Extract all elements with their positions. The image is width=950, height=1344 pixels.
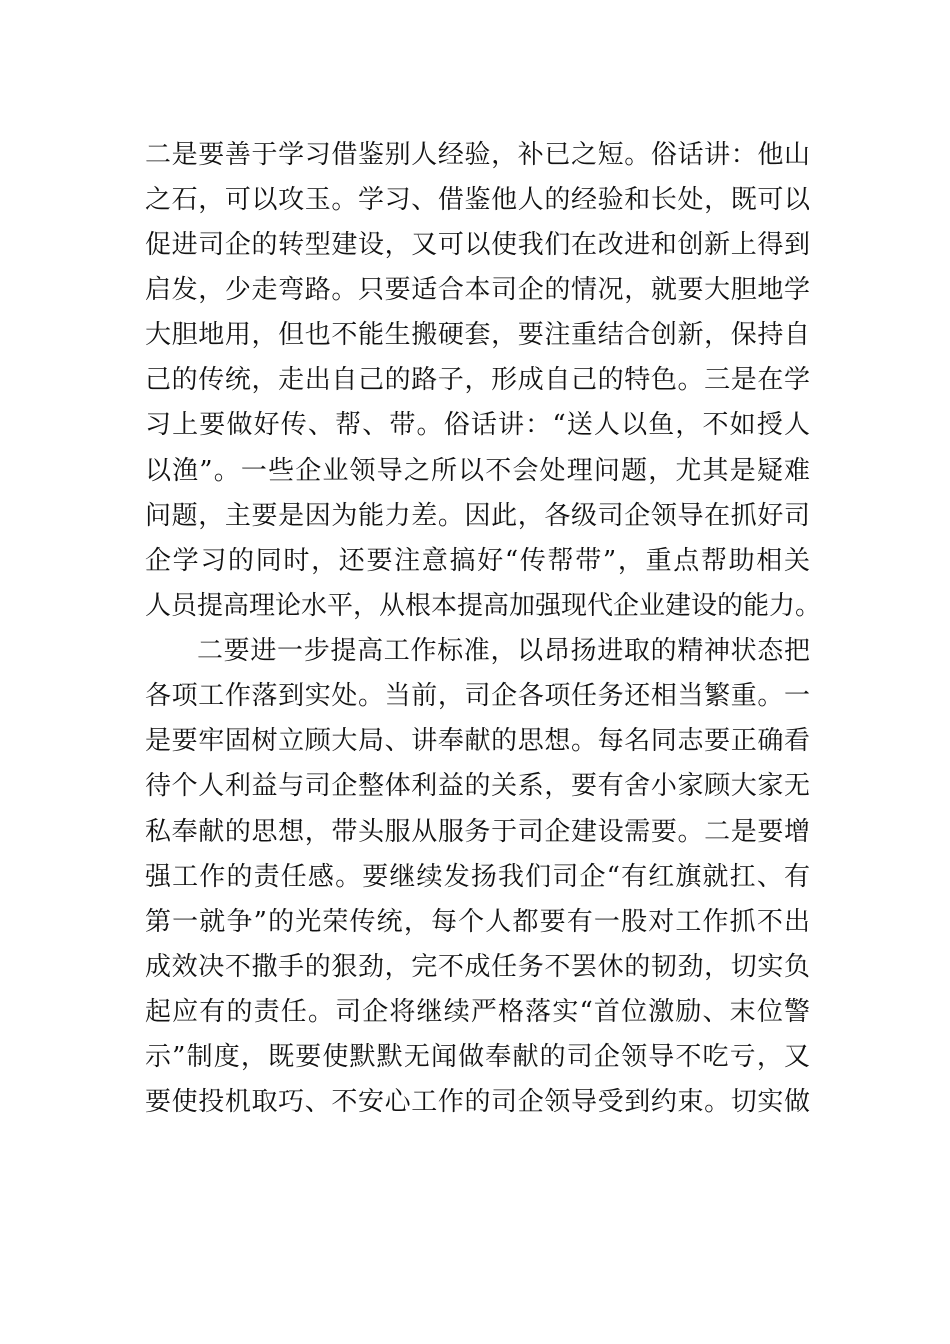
text-line-14: 是要牢固树立顾大局、讲奉献的思想。每名同志要正确看 — [145, 726, 810, 756]
text-line-4: 启发，少走弯路。只要适合本司企的情况，就要大胆地学 — [145, 275, 810, 305]
text-line-22: 要使投机取巧、不安心工作的司企领导受到约束。切实做 — [145, 1087, 810, 1117]
text-line-18: 第一就争”的光荣传统，每个人都要有一股对工作抓不出 — [145, 907, 810, 937]
text-line-3: 促进司企的转型建设，又可以使我们在改进和创新上得到 — [145, 230, 810, 260]
text-line-8: 以渔”。一些企业领导之所以不会处理问题，尤其是疑难 — [145, 456, 810, 486]
text-line-5: 大胆地用，但也不能生搬硬套，要注重结合创新，保持自 — [145, 320, 810, 350]
text-line-13: 各项工作落到实处。当前，司企各项任务还相当繁重。一 — [145, 681, 810, 711]
text-line-11: 人员提高理论水平，从根本提高加强现代企业建设的能力。 — [145, 591, 822, 621]
text-line-20: 起应有的责任。司企将继续严格落实“首位激励、末位警 — [145, 997, 810, 1027]
text-line-16: 私奉献的思想，带头服从服务于司企建设需要。二是要增 — [145, 817, 810, 847]
text-line-19: 成效决不撒手的狠劲，完不成任务不罢休的韧劲，切实负 — [145, 952, 810, 982]
text-line-1: 二是要善于学习借鉴别人经验，补已之短。俗话讲：他山 — [145, 140, 810, 170]
text-line-9: 问题，主要是因为能力差。因此，各级司企领导在抓好司 — [145, 501, 810, 531]
text-line-2: 之石，可以攻玉。学习、借鉴他人的经验和长处，既可以 — [145, 185, 810, 215]
text-line-17: 强工作的责任感。要继续发扬我们司企“有红旗就扛、有 — [145, 862, 810, 892]
text-line-6: 己的传统，走出自己的路子，形成自己的特色。三是在学 — [145, 365, 810, 395]
text-line-21: 示”制度，既要使默默无闻做奉献的司企领导不吃亏，又 — [145, 1042, 810, 1072]
text-line-12: 二要进一步提高工作标准，以昂扬进取的精神状态把 — [197, 636, 810, 666]
text-line-7: 习上要做好传、帮、带。俗话讲：“送人以鱼，不如授人 — [145, 410, 810, 440]
text-line-15: 待个人利益与司企整体利益的关系，要有舍小家顾大家无 — [145, 771, 810, 801]
text-line-10: 企学习的同时，还要注意搞好“传帮带”，重点帮助相关 — [145, 546, 810, 576]
